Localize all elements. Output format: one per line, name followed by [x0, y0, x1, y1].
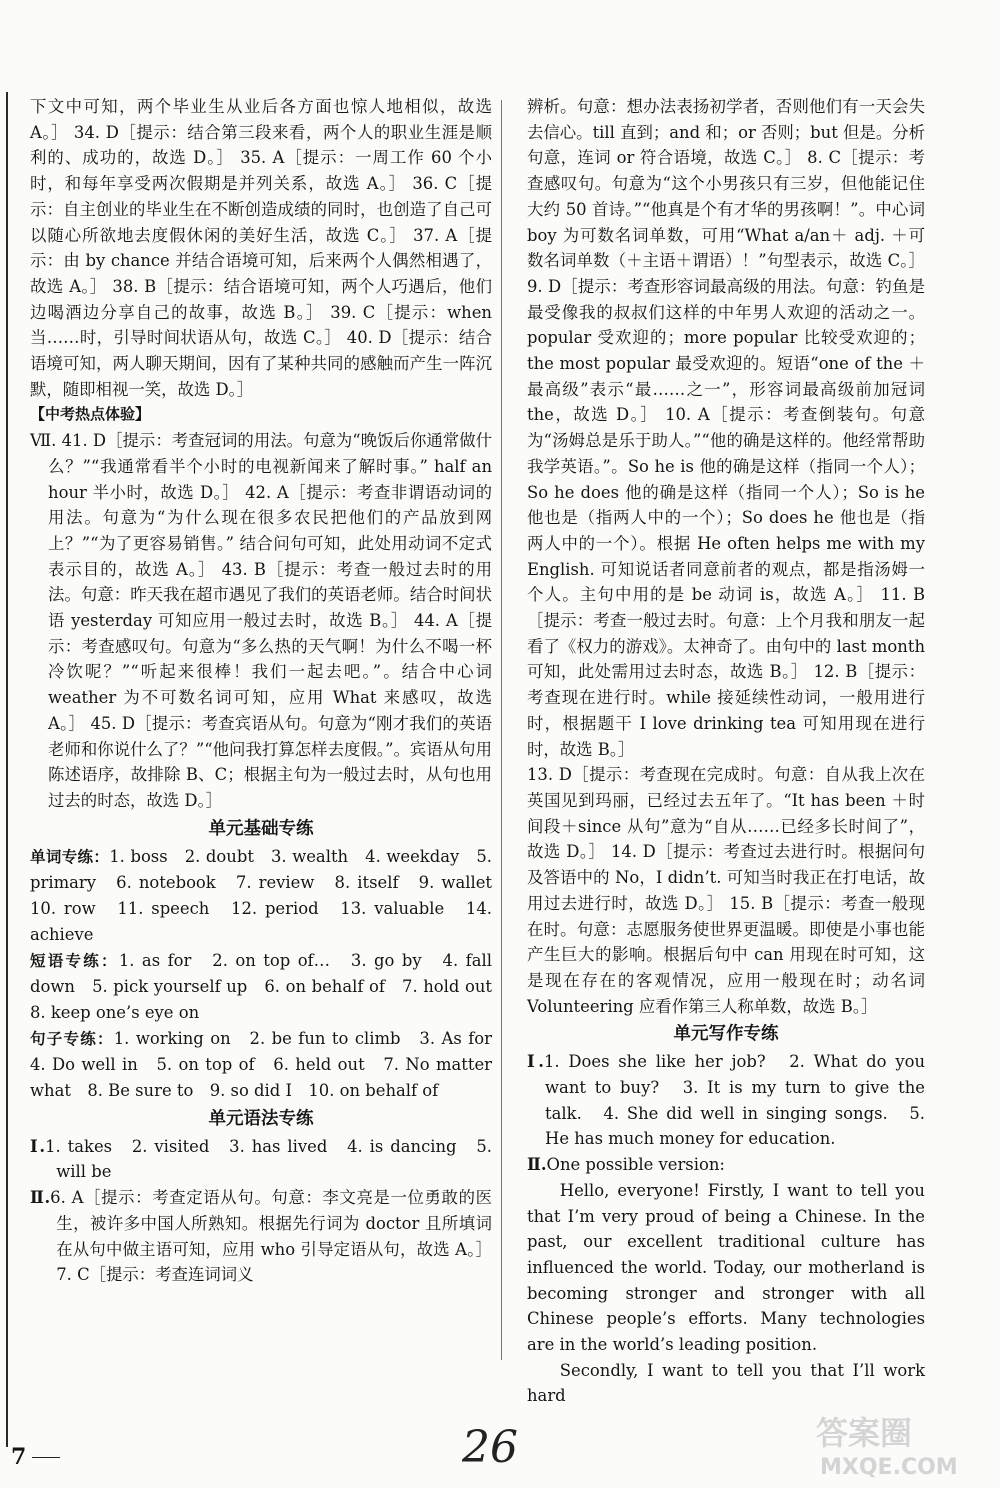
writing-part-1-items: 1. Does she like her job? 2. What do you want to buy? 3. It is my turn to give the talk. 4. She did well in singing songs. 5. He has much money for education.: [543, 1052, 926, 1149]
answer-paragraph-13-15: 13. D［提示：考查现在完成时。句意：自从我上次在英国见到玛丽，已经过去五年了。“It has been ＋时间段＋since 从句”意为“自从……已经多长时间了”，故选 D。］ 14. D［提示：考查过去进行时。根据问句及答语中的 No，I didn’t. 可知当时我正在打电话，故用过去进行时，故选 D。］ 15. B［提示：考查一般现在时。句意：志愿服务使世界更温暖。即使是小事也能产生巨大的影响。根据后句中 can 用现在时可知，这是现在存在的客观情况，应用一般现在时；动名词 Volunteering 应看作第三人称单数，故选 B。］: [527, 765, 925, 1016]
grammar-part-1-items: 1. takes 2. visited 3. has lived 4. is dancing 5. will be: [45, 1136, 492, 1182]
essay-paragraph-2: Secondly, I want to tell you that I’ll work hard: [527, 1360, 925, 1406]
grammar-part-2-text: 6. A［提示：考查定语从句。句意：李文亮是一位勇敢的医生，被许多中国人所熟知。根据先行词为 doctor 且所填词在从句中做主语可知，应用 who 引导定语从句，故选 A。］ 7. C［提示：考查连词词义: [50, 1188, 492, 1285]
answer-paragraph-7-12: 辨析。句意：想办法表扬初学者，否则他们有一天会失去信心。till 直到；and 和；or 否则；but 但是。分析句意，连词 or 符合语境，故选 C。］ 8. C［提示：考查感叹句。句意为“这个小男孩只有三岁，但他能记住大约 50 首诗。”“他真是个有才华的男孩啊！”。中心词 boy 为可数名词单数，可用“What a/an＋ adj. ＋可数名词单数（＋主语＋谓语）！”句型表示，故选 C。］ 9. D［提示：考查形容词最高级的用法。句意：钓鱼是最受像我的叔叔们这样的中年男人欢迎的活动之一。popular 受欢迎的；more popular 比较受欢迎的；the most popular 最受欢迎的。短语“one of the ＋最高级”表示“最……之一”，形容词最高级前加冠词 the，故选 D。］ 10. A［提示：考查倒装句。句意为“汤姆总是乐于助人。”“他的确是这样的。他经常帮助我学英语。”。So he is 他的确是这样（指同一个人）；So he does 他的确是这样（指同一个人）；So is he 他也是（指两人中的一个）；So does he 他也是（指两人中的一个）。根据 He often helps me with my English. 可知说话者同意前者的观点，都是指汤姆一个人。主句中用的是 be 动词 is，故选 A。］ 11. B［提示：考查一般过去时。句意：上个月我和朋友一起看了《权力的游戏》。太神奇了。由句中的 last month 可知，此处需用过去时态，故选 B。］ 12. B［提示：考查现在进行时。while 接延续性动词，一般用进行时，根据题干 I love drinking tea 可知用现在进行时，故选 B。］: [527, 97, 925, 759]
phrase-practice-items: 1. as for 2. on top of… 3. go by 4. fall down 5. pick yourself up 6. on behalf of 7. hold out 8. keep one’s eye on: [30, 950, 509, 1022]
sentence-practice-items: 1. working on 2. be fun to climb 3. As for 4. Do well in 5. on top of 6. held out 7. No matter what 8. Be sure to 9. so did I 10. on behalf of: [30, 1028, 509, 1101]
sentence-practice: [30, 1026, 509, 1104]
word-practice-items: 1. boss 2. doubt 3. wealth 4. weekday 5. primary 6. notebook 7. review 8. itself 9. wallet 10. row 11. speech 12. period 13. valuable 14. achieve: [30, 846, 509, 944]
writing-part-2-roman: Ⅱ.: [527, 1155, 547, 1175]
binding-edge-line: [6, 92, 8, 1447]
sentence-practice-label: 句子专练：: [30, 1029, 114, 1048]
page-number-rule: [32, 1457, 60, 1458]
left-column: [30, 94, 509, 1288]
section-heading-grammar: 单元语法专练: [208, 1108, 314, 1129]
phrase-practice: [30, 948, 509, 1026]
section-heading-writing: 单元写作专练: [673, 1024, 779, 1045]
grammar-part-1: [30, 1134, 492, 1185]
handwritten-number: 26: [462, 1422, 518, 1473]
answer-paragraph-34-40: 下文中可知，两个毕业生从业后各方面也惊人地相似，故选 A。］ 34. D［提示：结合第三段来看，两个人的职业生涯是顺利的、成功的，故选 D。］ 35. A［提示：一周工作 60 个小时，和每年享受两次假期是并列关系，故选 A。］ 36. C［提示：自主创业的毕业生在不断创造成绩的同时，也创造了自己可以随心所欲地去度假休闲的美好生活，故选 C。］ 37. A［提示：由 by chance 并结合语境可知，后来两个人偶然相遇了，故选 A。］ 38. B［提示：结合语境可知，两个人巧遇后，他们边喝酒边分享自己的故事，故选 B。］ 39. C［提示：when 当……时，引导时间状语从句，故选 C。］ 40. D［提示：结合语境可知，两人聊天期间，因有了某种共同的感触而产生一阵沉默，随即相视一笑，故选 D。］: [30, 97, 492, 399]
column-divider: [501, 100, 502, 1360]
watermark-top-text: 答案圈: [816, 1414, 913, 1452]
writing-part-2-lead: One possible version:: [546, 1155, 725, 1175]
section-heading-basic: 单元基础专练: [208, 818, 314, 839]
grammar-part-2: [30, 1185, 492, 1288]
word-practice-label: 单词专练：: [30, 847, 110, 866]
answer-paragraph-41-45: Ⅶ. 41. D［提示：考查冠词的用法。句意为“晚饭后你通常做什么？”“我通常看半个小时的电视新闻来了解时事。” half an hour 半小时，故选 D。］ 42. A［提示：考查非谓语动词的用法。句意为“为什么现在很多农民把他们的产品放到网上？”“为了更容易销售。” 结合问句可知，此处用动词不定式表示目的，故选 A。］ 43. B［提示：考查一般过去时的用法。句意：昨天我在超市遇见了我们的英语老师。结合时间状语 yesterday 可知应用一般过去时，故选 B。］ 44. A［提示：考查感叹句。句意为“多么热的天气啊！为什么不喝一杯冷饮呢？”“听起来很棒！我们一起去吧。”。结合中心词 weather 为不可数名词可知，应用 What 来感叹，故选 A。］ 45. D［提示：考查宾语从句。句意为“刚才我们的英语老师和你说什么了？”“他问我打算怎样去度假。”。宾语从句用陈述语序，故排除 B、C；根据主句为一般过去时，从句也用过去的时态，故选 D。］: [30, 431, 492, 810]
right-column: [527, 94, 925, 1409]
writing-part-1-roman: Ⅰ.: [527, 1052, 544, 1072]
page-number: 7: [11, 1444, 27, 1470]
word-practice: [30, 844, 509, 948]
hot-topic-tag: 【中考热点体验】: [30, 405, 151, 424]
watermark-bottom-text: MXQE.COM: [820, 1455, 958, 1480]
essay-paragraph-1: Hello, everyone! Firstly, I want to tell you that I’m very proud of being a Chinese. In the past, our excellent traditional culture has influenced the world. Today, our motherland is becoming stronger and stronger with all Chinese people’s efforts. Many technologies are in the world’s leading position.: [527, 1180, 925, 1355]
grammar-part-1-roman: Ⅰ.: [30, 1136, 46, 1156]
grammar-part-2-roman: Ⅱ.: [30, 1188, 51, 1208]
watermark-logo: [808, 1408, 996, 1482]
writing-part-2: [527, 1152, 925, 1178]
writing-part-1: [527, 1049, 925, 1152]
phrase-practice-label: 短语专练：: [30, 951, 119, 970]
